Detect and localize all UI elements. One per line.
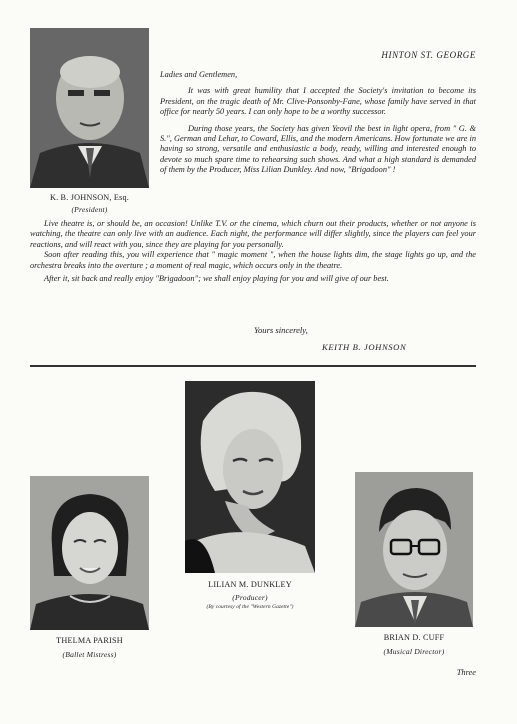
- page-number: Three: [456, 668, 476, 677]
- producer-name: LILIAN M. DUNKLEY: [208, 580, 292, 589]
- producer-credit: (By courtesy of the "Western Gazette"): [206, 604, 294, 610]
- producer-role: (Producer): [232, 593, 268, 602]
- letter-para-4: Soon after reading this, you will experience that " magic moment ", when the house lights dim, the stage lights go up, and the orchestra breaks into the overture ; a moment of real magic, which occurs only in the theatre.: [30, 250, 476, 270]
- president-photo: [30, 28, 149, 188]
- musical-director-photo: [355, 472, 473, 627]
- president-caption: [24, 193, 155, 214]
- producer-caption: [170, 580, 330, 610]
- producer-photo: [185, 381, 315, 573]
- president-name: K. B. JOHNSON, Esq.: [49, 193, 130, 202]
- letter-closing: Yours sincerely,: [254, 325, 308, 335]
- letter-para-2: During those years, the Society has given Yeovil the best in light opera, from " G. & S.", German and Lehar, to Coward, Ellis, and the modern Americans. How fortunate we are in having so strong, versatile and enthusiastic a body, ready, willing and interested enough to devote so much spare time to rehearsing such shows. And what a high standard is demanded of them by the Producer, Miss Lilian Dunkley. And now, "Brigadoon" !: [160, 123, 476, 175]
- musical-director-role: (Musical Director): [383, 647, 445, 656]
- musical-director-caption: [350, 633, 478, 656]
- section-divider: [30, 365, 476, 367]
- ballet-mistress-role: (Ballet Mistress): [62, 650, 117, 659]
- musical-director-name: BRIAN D. CUFF: [383, 633, 445, 642]
- ballet-mistress-name: THELMA PARISH: [56, 636, 123, 645]
- ballet-mistress-caption: [24, 636, 155, 659]
- letter-place: HINTON ST. GEORGE: [381, 50, 476, 60]
- letter-para-3: Live theatre is, or should be, an occasion! Unlike T.V. or the cinema, which churn out their products, whether or not anyone is watching, the theatre can only live with an audience. Each night, the performance will differ slightly, since the players can feel your reactions, and will react with you, since they are playing for you personally.: [30, 219, 476, 249]
- letter-top: [160, 70, 476, 176]
- letter-para-1: It was with great humility that I accepted the Society's invitation to become its President, on the tragic death of Mr. Clive-Ponsonby-Fane, whose family have served in that office for nearly 50 years. I can only hope to be a worthy successor.: [160, 86, 476, 117]
- president-role: (President): [71, 205, 108, 214]
- letter-signature: KEITH B. JOHNSON: [322, 342, 407, 352]
- letter-para-5: After it, sit back and really enjoy "Brigadoon"; we shall enjoy playing for you and will give of our best.: [44, 274, 389, 284]
- letter-salutation: Ladies and Gentlemen,: [160, 70, 238, 79]
- ballet-mistress-photo: [30, 476, 149, 630]
- letter-bottom: [30, 219, 476, 284]
